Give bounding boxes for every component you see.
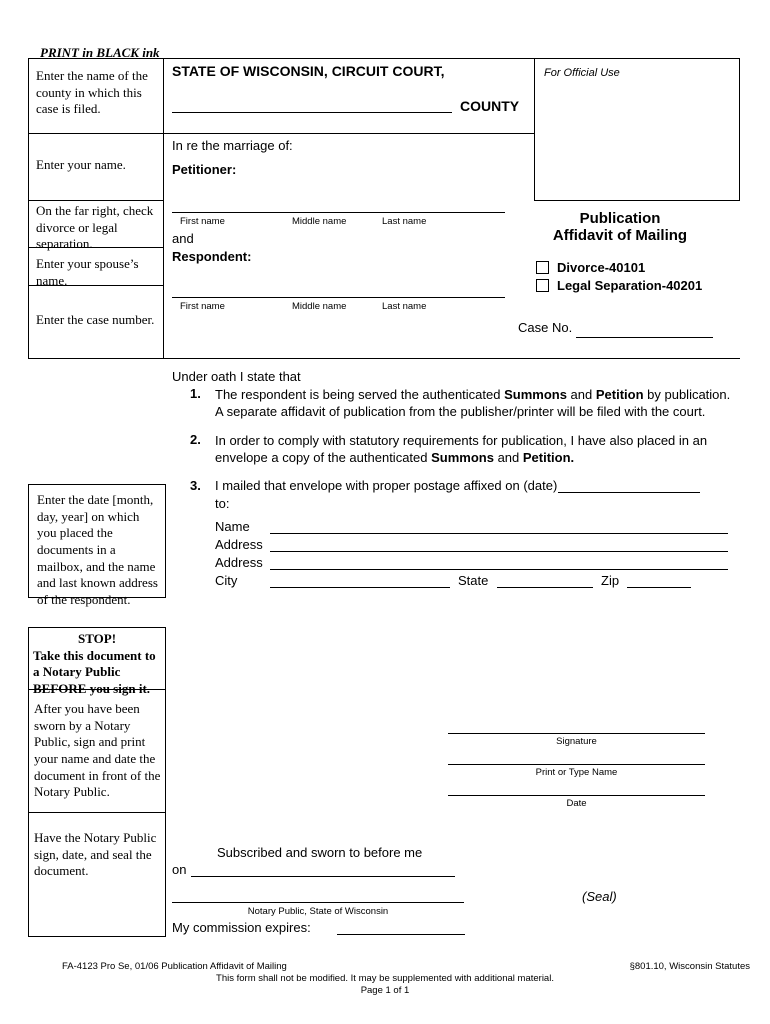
divorce-checkbox[interactable] (536, 261, 549, 274)
mail-address1-line[interactable] (270, 551, 728, 552)
sworn-on-label: on (172, 862, 187, 877)
legal-separation-checkbox-label: Legal Separation-40201 (557, 278, 703, 293)
oath-item3-number: 3. (190, 478, 201, 493)
oath-intro: Under oath I state that (172, 369, 301, 384)
mail-zip-label: Zip (601, 573, 620, 588)
footer-statute: §801.10, Wisconsin Statutes (629, 961, 750, 972)
mail-city-line[interactable] (270, 587, 450, 588)
and-label: and (172, 231, 194, 246)
petitioner-middle-name-label: Middle name (292, 216, 347, 227)
stop-sworn-text: After you have been sworn by a Notary Public, sign and print your name and date the document in front of the Notary Public. (34, 701, 161, 800)
instruction-divider-1 (28, 200, 163, 201)
commission-expires-line[interactable] (337, 934, 465, 935)
petitioner-name-line[interactable] (172, 212, 505, 213)
oath-item2-number: 2. (190, 432, 201, 447)
instruction-check-type: On the far right, check divorce or legal separation. (36, 203, 154, 252)
respondent-first-name-label: First name (180, 301, 225, 312)
instruction-case-number: Enter the case number. (36, 312, 155, 327)
mail-name-label: Name (215, 519, 250, 534)
in-re-marriage-label: In re the marriage of: (172, 138, 293, 153)
form-title-line2: Affidavit of Mailing (552, 227, 688, 244)
mail-name-line[interactable] (270, 533, 728, 534)
court-title: STATE OF WISCONSIN, CIRCUIT COURT, (172, 63, 445, 79)
mail-state-label: State (458, 573, 489, 588)
stop-box-divider-1 (29, 689, 165, 690)
oath-item1-text: The respondent is being served the authenticated (215, 387, 505, 402)
form-title (505, 210, 735, 244)
respondent-middle-name-label: Middle name (292, 301, 347, 312)
oath-item1 (215, 386, 735, 420)
notary-signature-line[interactable] (172, 902, 464, 903)
stop-seal-text: Have the Notary Public sign, date, and seal the document. (34, 830, 157, 879)
signature-label: Signature (556, 736, 597, 747)
oath-item2-petition: Petition. (522, 450, 575, 465)
oath-item1-petition: Petition (595, 387, 644, 402)
mail-state-line[interactable] (497, 587, 593, 588)
instruction-county: Enter the name of the county in which this case is filed. (36, 68, 148, 117)
oath-item1-line2: A separate affidavit of publication from the publisher/printer will be filed with the court. (215, 404, 706, 419)
county-label: COUNTY (460, 98, 520, 114)
form-title-line1: Publication (579, 210, 661, 227)
mail-city-label: City (215, 573, 238, 588)
oath-item1-text: and (566, 387, 596, 402)
seal-label: (Seal) (582, 889, 617, 904)
print-name-line[interactable] (448, 764, 705, 765)
oath-item1-number: 1. (190, 386, 201, 401)
oath-item3-text: I mailed that envelope with proper postage affixed on (date) (215, 478, 558, 493)
mail-address1-label: Address (215, 537, 263, 552)
instruction-column-border (163, 58, 164, 358)
oath-item2-summons: Summons (431, 450, 494, 465)
print-name-label: Print or Type Name (535, 767, 618, 778)
oath-item2-text: and (493, 450, 523, 465)
table-bottom-border (28, 358, 740, 359)
oath-item1-line1 (215, 386, 735, 403)
oath-item2-line1: In order to comply with statutory requirements for publication, I have also placed in an (215, 433, 708, 448)
notary-signature-label: Notary Public, State of Wisconsin (247, 906, 389, 917)
date-mailed-line[interactable] (558, 492, 700, 493)
footer-page-number: Page 1 of 1 (360, 985, 410, 996)
signature-line[interactable] (448, 733, 705, 734)
stop-box (28, 627, 166, 937)
commission-expires-label: My commission expires: (172, 920, 311, 935)
mailing-instruction-box (28, 484, 166, 607)
petitioner-last-name-label: Last name (382, 216, 427, 227)
oath-item2 (215, 432, 735, 466)
case-no-label: Case No. (518, 320, 573, 335)
mail-zip-line[interactable] (627, 587, 691, 588)
mail-address2-label: Address (215, 555, 263, 570)
date-line[interactable] (448, 795, 705, 796)
respondent-last-name-label: Last name (382, 301, 427, 312)
sworn-on-line[interactable] (191, 876, 455, 877)
mailing-instruction-text: Enter the date [month, day, year] on which you placed the documents in a mailbox, and the name and last known address of the respondent. (37, 492, 158, 607)
subscribed-sworn-label: Subscribed and sworn to before me (217, 845, 423, 860)
mail-address2-line[interactable] (270, 569, 728, 570)
official-use-label: For Official Use (544, 67, 620, 79)
oath-item1-text: by publication. (643, 387, 731, 402)
to-label: to: (215, 496, 230, 511)
table-left-border (28, 58, 29, 358)
divorce-checkbox-label: Divorce-40101 (557, 260, 646, 275)
legal-separation-checkbox[interactable] (536, 279, 549, 292)
oath-item2-line2 (215, 449, 735, 466)
oath-item2-text: envelope a copy of the authenticated (215, 450, 432, 465)
case-no-line[interactable] (576, 337, 713, 338)
oath-item1-summons: Summons (504, 387, 567, 402)
petitioner-label: Petitioner: (172, 162, 237, 177)
respondent-label: Respondent: (172, 249, 252, 264)
respondent-name-line[interactable] (172, 297, 505, 298)
petitioner-first-name-label: First name (180, 216, 225, 227)
stop-box-divider-2 (29, 812, 165, 813)
print-in-black-ink-notice: PRINT in BLACK ink (40, 45, 160, 60)
date-label: Date (566, 798, 587, 809)
footer-form-number: FA-4123 Pro Se, 01/06 Publication Affidavit of Mailing (62, 961, 287, 972)
instruction-spouse-name: Enter your spouse’s name. (36, 256, 139, 288)
footer-no-modify-notice: This form shall not be modified. It may be supplemented with additional material. (216, 973, 554, 984)
county-fill-line[interactable] (172, 112, 452, 113)
stop-warning-text: Take this document to a Notary Public BEFORE you sign it. (33, 647, 156, 696)
instruction-your-name: Enter your name. (36, 157, 126, 172)
official-use-box (534, 58, 740, 201)
stop-heading: STOP! (77, 631, 117, 646)
header-row-divider (28, 133, 534, 134)
